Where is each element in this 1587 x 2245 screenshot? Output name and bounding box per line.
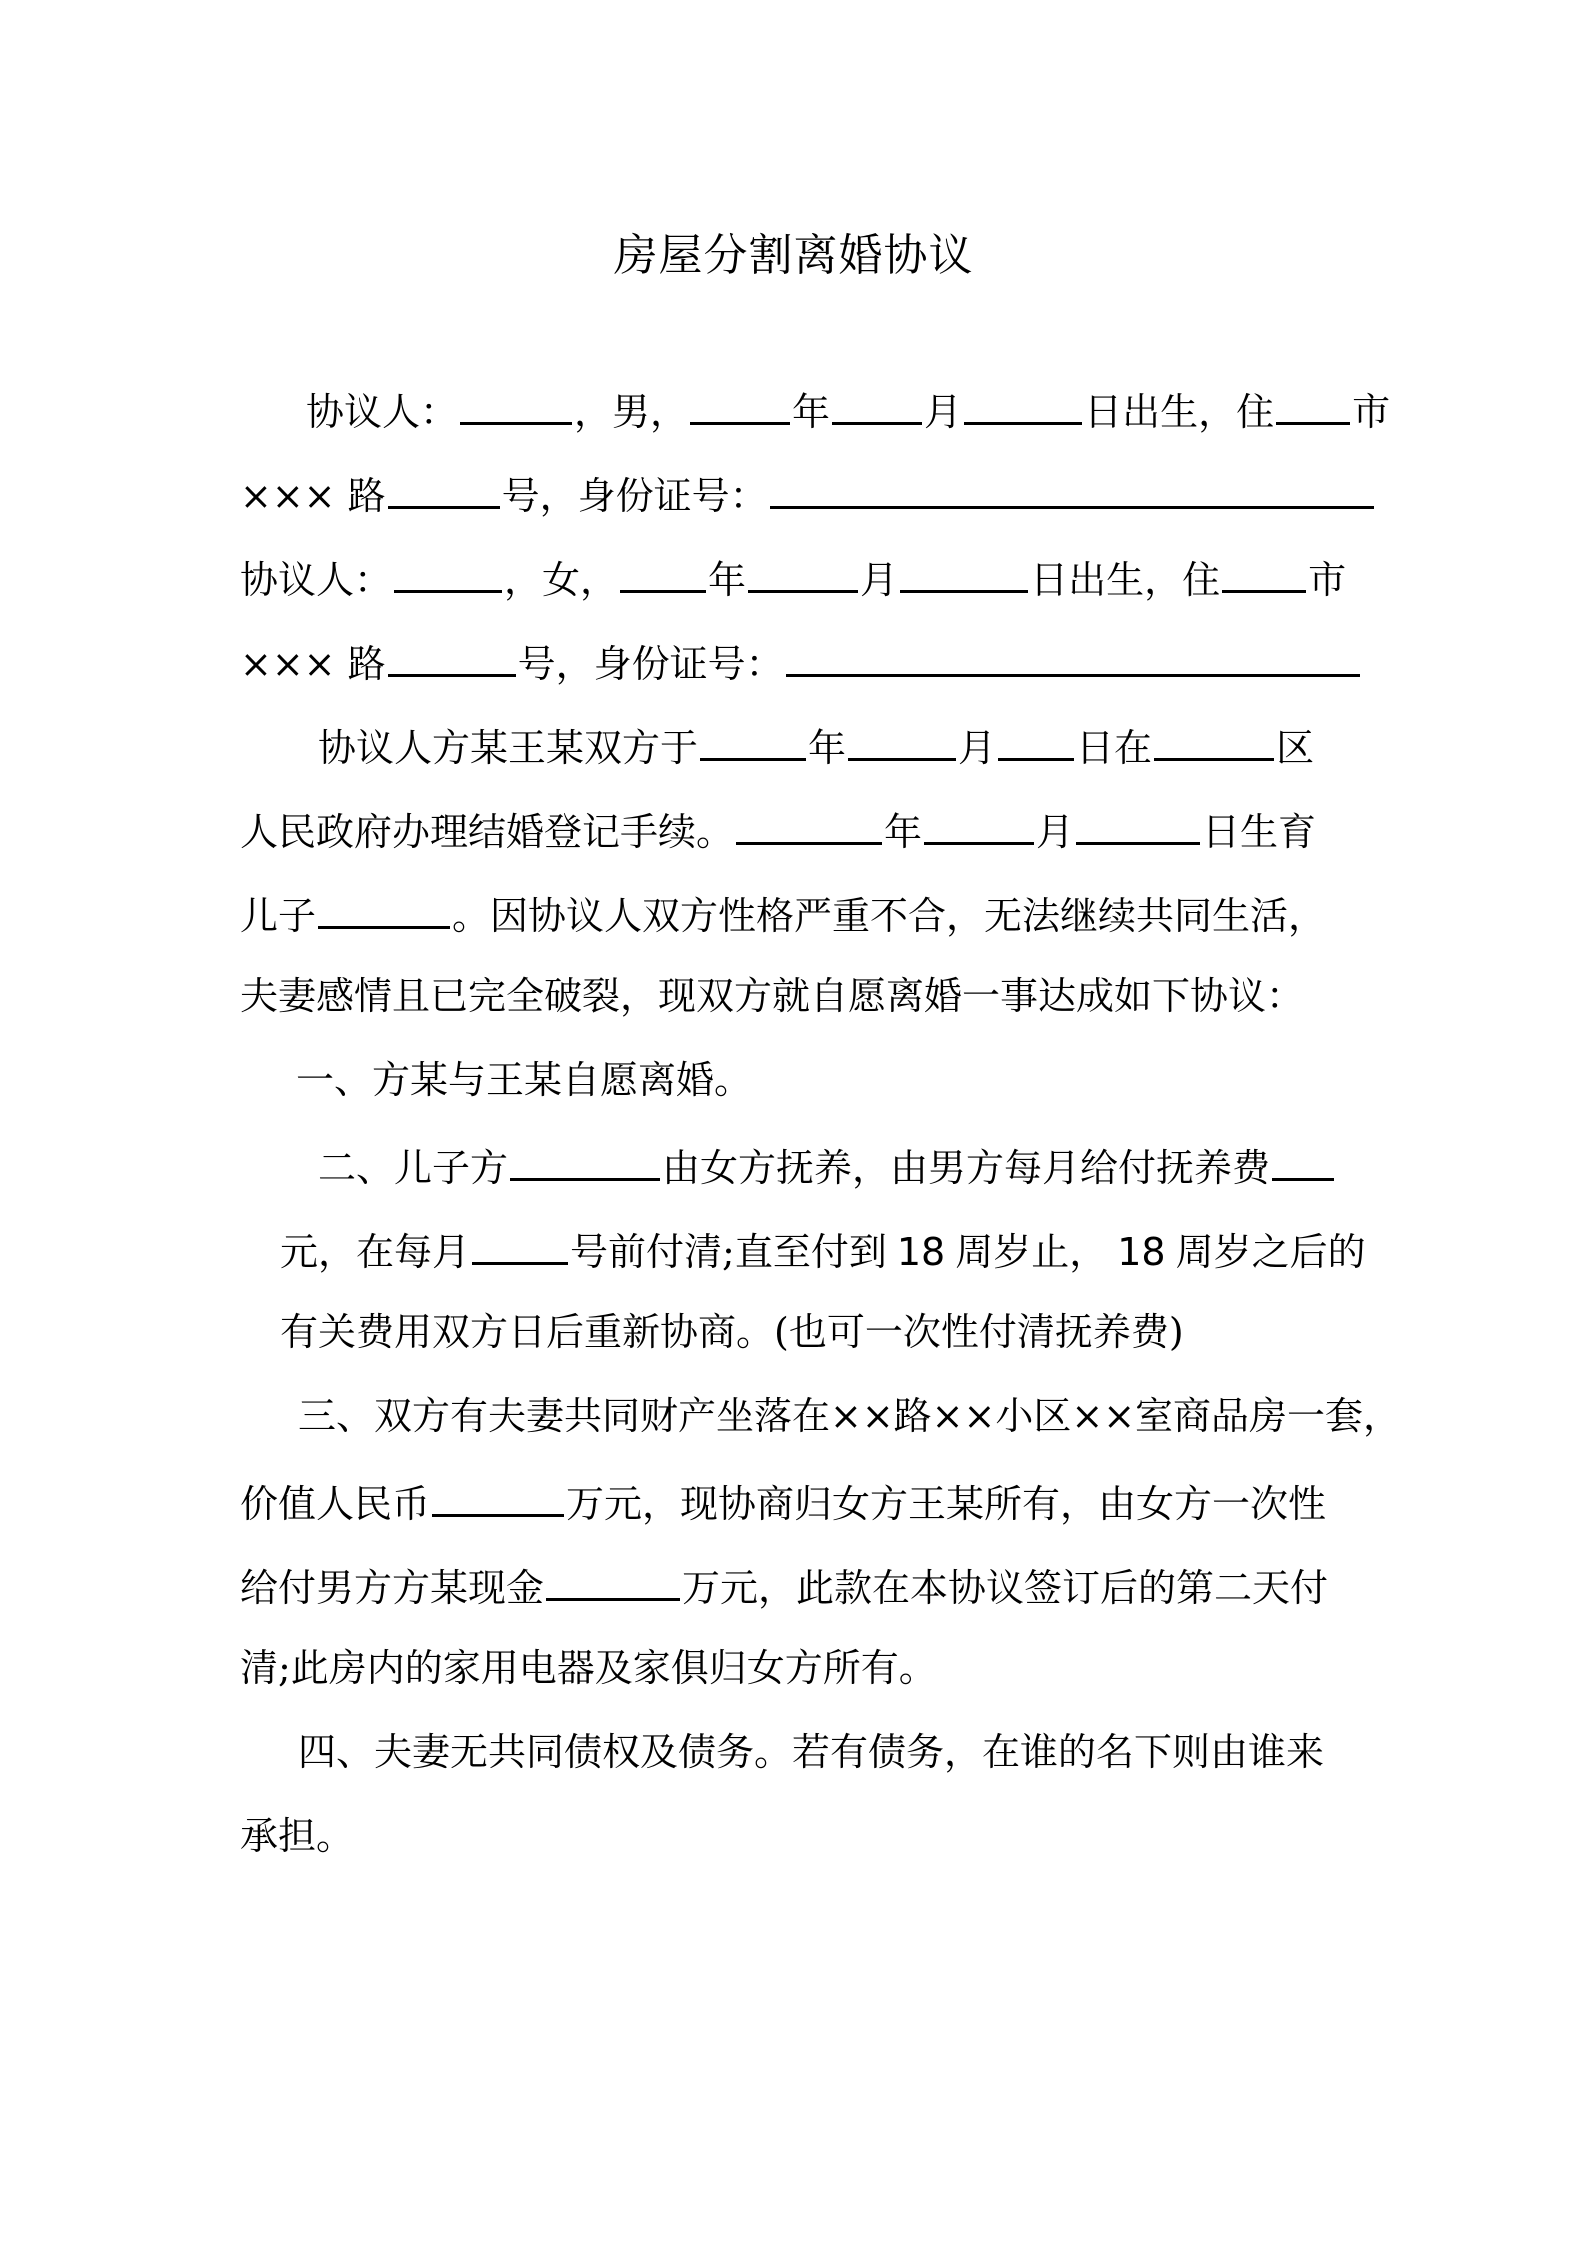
text-line: 协议人： ，男， 年 月 日出生，住 市 [306,380,1390,436]
blank-field[interactable] [620,548,706,593]
text-line: 有关费用双方日后重新协商。(也可一次性付清抚养费) [280,1310,1184,1354]
blank-field[interactable] [700,716,806,761]
document-title: 房屋分割离婚协议 [613,230,974,281]
blank-field[interactable] [1276,380,1350,425]
blank-field[interactable] [900,548,1028,593]
text-line: ××× 路 号，身份证号： [240,632,1362,688]
blank-field[interactable] [748,548,858,593]
blank-field[interactable] [848,716,956,761]
blank-field[interactable] [1154,716,1274,761]
blank-field[interactable] [998,716,1074,761]
blank-field[interactable] [388,464,500,509]
blank-field[interactable] [1076,800,1200,845]
id-number-field[interactable] [770,464,1374,509]
blank-field[interactable] [924,800,1034,845]
blank-field[interactable] [318,884,450,929]
clause-1: 一、方某与王某自愿离婚。 [296,1058,753,1102]
text-line: 承担。 [240,1814,355,1858]
blank-field[interactable] [832,380,922,425]
clause-4: 四、夫妻无共同债权及债务。若有债务，在谁的名下则由谁来 [298,1730,1325,1774]
blank-field[interactable] [964,380,1082,425]
clause-3: 三、双方有夫妻共同财产坐落在××路××小区××室商品房一套， [298,1394,1402,1438]
text-line: 协议人方某王某双方于 年 月 日在 区 [318,716,1314,772]
text-line: 协议人： ，女， 年 月 日出生，住 市 [240,548,1346,604]
text-line: 给付男方方某现金 万元，此款在本协议签订后的第二天付 [240,1556,1328,1612]
id-number-field[interactable] [786,632,1360,677]
blank-field[interactable] [546,1556,680,1601]
text-line: 价值人民币 万元，现协商归女方王某所有，由女方一次性 [240,1472,1326,1528]
text-line: 元，在每月 号前付清;直至付到 18 周岁止， 18 周岁之后的 [280,1220,1366,1276]
blank-field[interactable] [736,800,882,845]
blank-field[interactable] [690,380,790,425]
clause-2: 二、儿子方 由女方抚养，由男方每月给付抚养费 [318,1136,1336,1192]
text-line: 人民政府办理结婚登记手续。 年 月 日生育 [240,800,1316,856]
blank-field[interactable] [388,632,516,677]
text-line: 儿子 。因协议人双方性格严重不合，无法继续共同生活， [240,884,1326,940]
blank-field[interactable] [460,380,572,425]
blank-field[interactable] [1222,548,1306,593]
blank-field[interactable] [1272,1136,1334,1181]
blank-field[interactable] [510,1136,660,1181]
blank-field[interactable] [472,1220,568,1265]
text-line: ××× 路 号，身份证号： [240,464,1376,520]
blank-field[interactable] [432,1472,564,1517]
blank-field[interactable] [394,548,502,593]
text-line: 夫妻感情且已完全破裂，现双方就自愿离婚一事达成如下协议： [240,974,1305,1018]
text-line: 清;此房内的家用电器及家俱归女方所有。 [240,1646,937,1690]
